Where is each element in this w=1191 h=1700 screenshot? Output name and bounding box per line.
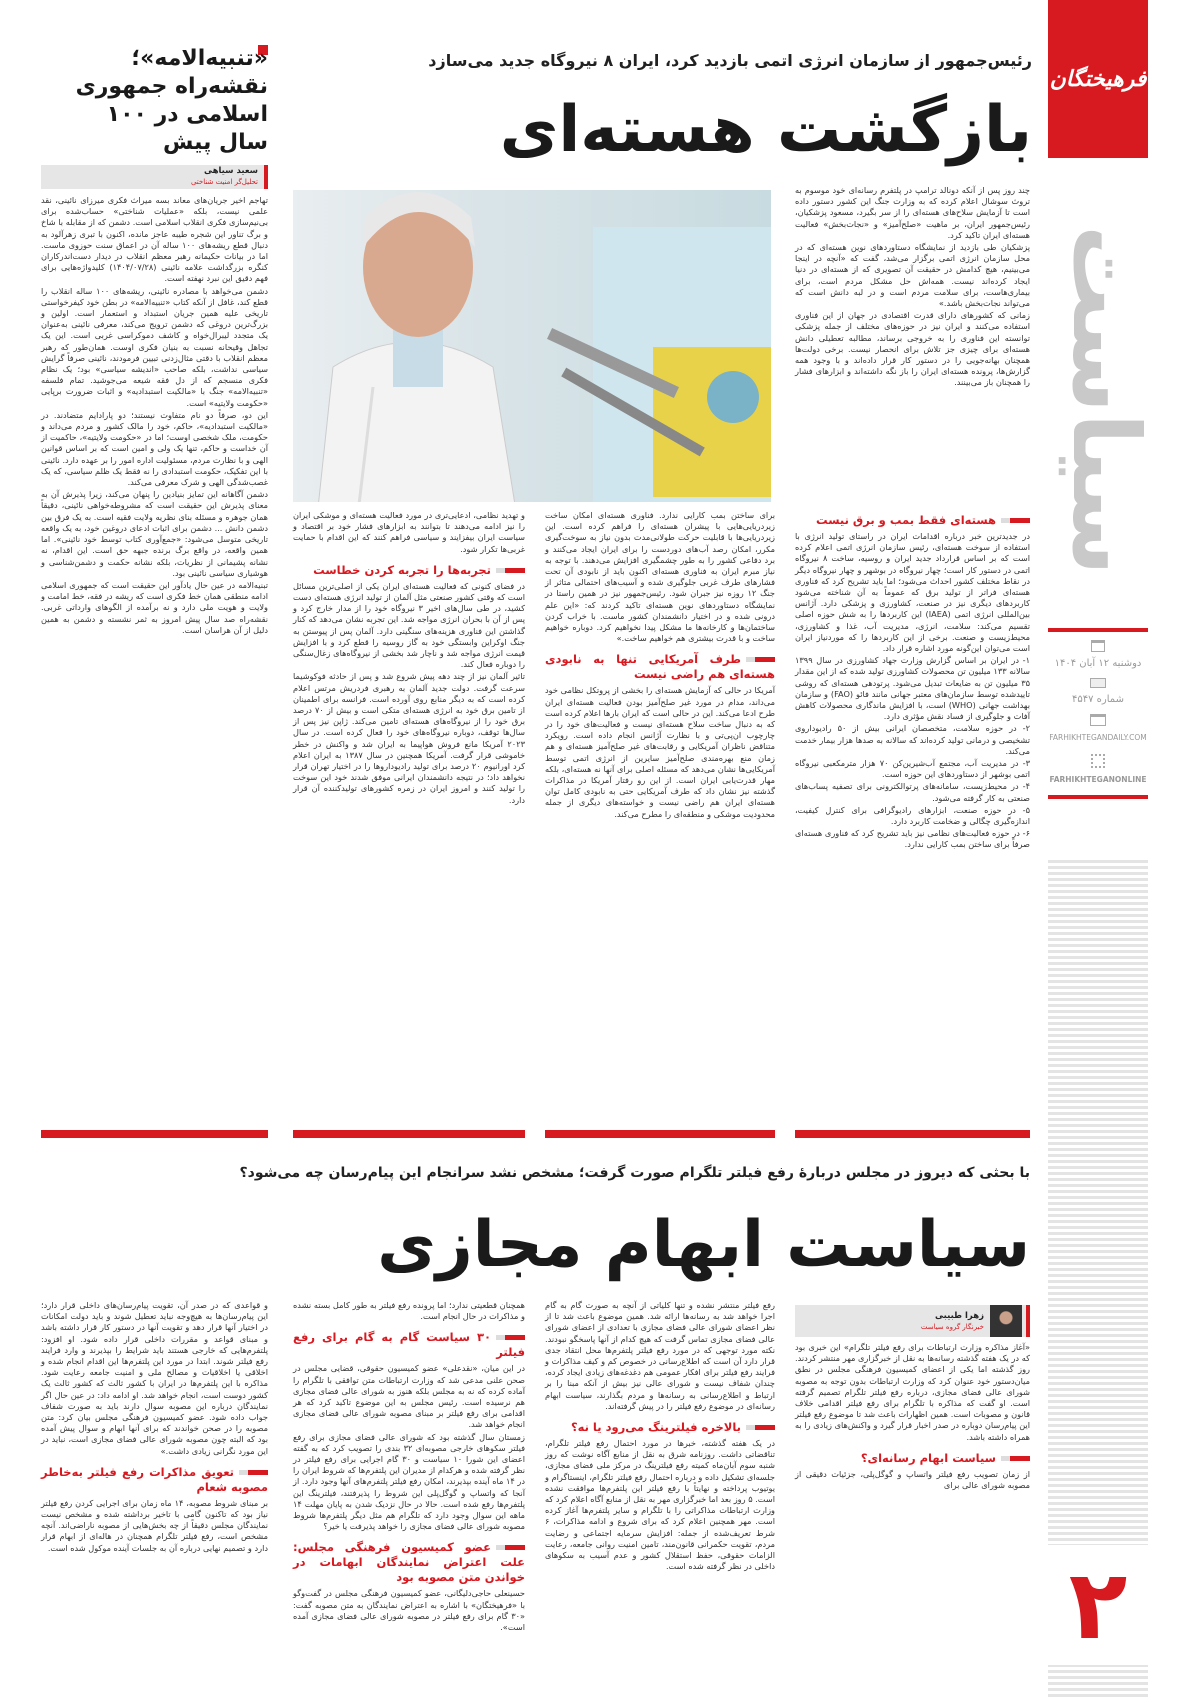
bottom-story-headline: سیاست ابهام مجازی [377,1208,1030,1282]
top-story-col-3 [545,510,775,821]
subheading: طرف آمریکایی تنها به نابودی هسته‌ای هم راضی نیست [545,652,775,682]
author-role: تحلیل‌گر امنیت شناختی [190,178,258,186]
subheading: عضو کمیسیون فرهنگی مجلس: علت اعتراض نمایندگان ابهامات در خواندن متن مصوبه بود [293,1540,525,1585]
paragraph: حسینعلی حاجی‌دلیگانی، عضو کمیسیون فرهنگی مجلس در گفت‌وگو با «فرهیختگان» با اشاره به اعتراض نمایندگان به متن مصوبه گفت: «۳۰ گام برای رفع فیلتر در مصوبه شورای عالی فضای مجازی آمده است». [293,1588,525,1633]
issue-number: شماره ۴۵۴۷ [1072,694,1124,705]
top-story-kicker: رئیس‌جمهور از سازمان انرژی اتمی بازدید کرد، ایران ۸ نیروگاه جدید می‌سازد [428,51,1032,70]
divider [795,1130,1030,1138]
issue-info [1048,640,1148,788]
issue-date: دوشنبه ۱۲ آبان ۱۴۰۴ [1054,658,1142,669]
paragraph: تبنیه‌الامه در عین حال یادآور این حقیقت است که جمهوری اسلامی ادامه منطقی همان خط فکری است که ریشه در فقه، خط امامت و ولایت و هویت ملی دارد و نه برآمده از الگوهای وارداتی غربی. نقشه‌راه صد سال پیش امروز به ثمر نشسته و دشمن به همین دلیل از آن هراسان است. [41,579,268,635]
bottom-byline [795,1305,1030,1337]
paragraph: از زمان تصویب رفع فیلتر واتساپ و گوگل‌پلی، جزئیات دقیقی از مصوبه شورای عالی برای [795,1468,1030,1491]
paragraph: رفع فیلتر منتشر نشده و تنها کلیاتی از آنچه به صورت گام به گام اجرا خواهد شد به رسانه‌ها ارائه شد. همین موضوع باعث شد تا از نظر اعضای شورای عالی فضای مجازی با تعدادی از اعضای شورای عالی فضای مجازی تماس گرفت که هیچ کدام از آنها پاسخگو نبودند. نکته مورد توجهی که در مورد رفع فیلتر پلتفرم‌ها محل انتقاد جدی قرار دارد آن است که اطلاع‌رسانی در خصوص کم و کیف مذاکرات و فرایند رفع فیلتر برای افکار عمومی هم دغدغه‌های زیادی ایجاد کرده، چندان شفاف نیست و شورای عالی نیز بیش از آنکه مبنا را بر ارتباط و اطلاع‌رسانی به رسانه‌ها و مردم بگذارند، سیاست ابهام رسانه‌ای در موضوع رفع فیلتر را در پیش گرفته‌اند. [545,1300,775,1411]
bottom-story-col-4 [41,1300,268,1555]
paragraph: دشمن می‌خواهد با مصادره نائینی، ریشه‌های ۱۰۰ ساله انقلاب را قطع کند، غافل از آنکه کتاب «تنبیه‌الامه» در بطن خود کیفرخواستی تاریخی علیه همین جریان استبداد و استعمار است. اولین و بزرگ‌ترین دروغی که دشمن ترویج می‌کند، معرفی نائینی به‌عنوان یک متجدد لیبرال‌خواه و کاشف دموکراسی غربی است. این یک تجاهل وقیحانه نسبت به بنیان فکری اوست. همان‌طور که رهبر معظم انقلاب با دقتی مثال‌زدنی تبیین فرمودند، نائینی صرفاً گرایش سیاسی نداشت، بلکه صاحب «اندیشه سیاسی» بود؛ یک نظام فکری منسجم که از دل فقه شیعه می‌جوشید. تمام فلسفه «تنبیه‌الامه» جنگ با «مالکیت استبدادیه» و اثبات ضرورت برپایی «حکومت ولایتیه» است. [41,285,268,408]
issue-number-icon [1090,678,1106,688]
bottom-story-col-1 [795,1342,1030,1492]
paragraph: برای ساختن بمب کارایی ندارد. فناوری هسته‌ای امکان ساخت زیردریایی‌هایی با پیشران هسته‌ای را فراهم کرده است. این زیردریایی‌ها با قابلیت حرکت طولانی‌مدت بدون نیاز به سوخت‌گیری مکرر، امکان رصد آب‌های دوردست را برای ایران ایجاد می‌کنند و برد دفاعی کشور را به طور چشمگیری افزایش می‌دهند. با توجه به نیاز مبرم ایران به فناوری هسته‌ای اکنون باید از نابودی آن تحت فشارهای طرف غربی جلوگیری شده و آسیب‌های احتمالی متاثر از جنگ ۱۲ روزه نیز جبران شود. رئیس‌جمهور نیز در همین راستا در نمایشگاه دستاوردهای نوین هسته‌ای تاکید کردند که: «این علم درونی شده و در اختیار دانشمندان کشور ماست. با خراب کردن ساختمان‌ها و کارخانه‌ها ما مشکل پیدا نخواهیم کرد. دوباره خواهیم ساخت و با قدرت بیشتری هم خواهیم ساخت.» [545,510,775,644]
paragraph: و قواعدی که در صدر آن، تقویت پیام‌رسان‌های داخلی قرار دارد؛ این پیام‌رسان‌ها به هیچ‌وجه نباید تعطیل شوند و باید دولت امکانات در اختیار آنها قرار دهد و تقویت آنها در دستور کار قرار داشته باشد و مبنای قواعد و مقررات داخلی قرار داده شود. او افزود: پلتفرم‌هایی که خارجی هستند باید شرایط را بپذیرند و وارد فرایند رفع فیلتر شوند. ابتدا در مورد این پلتفرم‌ها این اقدام انجام شده و اخلاقی یا اخلاقیات و مصالح ملی و امنیت جامعه رعایت شود. مذاکره با این پلتفرم‌ها در ایران با کشور ثالث که کشور ثالث یک کشور دوست است، انجام خواهد شد. او ادامه داد: در عین حال اگر نمایندگان درباره این مصوبه سوال دارند باید به صورت شفاف جواب داده شود. عضو کمیسیون فرهنگی مجلس بیان کرد: متن مصوبه را در صحن خواندند که برای آنها ابهام و سوال پیش آمده بود که البته چون مصوبه شورای عالی فضای مجازی است، نباید در این مورد نگرانی زیادی داشت.» [41,1300,268,1456]
bottom-story-kicker: با بحثی که دیروز در مجلس دربارهٔ رفع فیلتر تلگرام صورت گرفت؛ مشخص نشد سرانجام این پیام‌رسان چه می‌شود؟ [239,1165,1030,1181]
paragraph: در یک هفته گذشته، خبرها در مورد احتمال رفع فیلتر تلگرام، تناقضاتی داشت. روزنامه شرق به نقل از منابع آگاه نوشت که روز شنبه سوم آبان‌ماه کمیته رفع فیلترینگ در مرکز ملی فضای مجازی، جلسه‌ای تشکیل داده و درباره احتمال رفع فیلتر تلگرام، اینستاگرام و یوتیوب پرداخته و نهایتاً با رفع فیلتر این پلتفرم‌ها موافقت نشده است. ۵ روز بعد اما خبرگزاری مهر به نقل از منابع آگاه اعلام کرد که وزارت ارتباطات مذاکراتی را با تلگرام و سایر پلتفرم‌ها آغاز کرده است. مهر همچنین اعلام کرد که برای شروع و ادامه مذاکرات، ۶ شرط تعریف‌شده از جمله: افزایش سرمایه اجتماعی و رضایت مردم، تقویت حکمرانی قانون‌مند، تامین امنیت روانی جامعه، رعایت الزامات حقوقی، حفظ استقلال کشور و عدم آسیب به سکوهای داخلی در نظر گرفته شده است. [545,1438,775,1572]
paragraph: آمریکا در حالی که آزمایش هسته‌ای را بخشی از پروتکل نظامی خود می‌داند، مدام در مورد غیر صلح‌آمیز بودن فعالیت هسته‌ای ایران طرح ادعا می‌کند. این در حالی است که ایران بارها اعلام کرده است که به دنبال ساخت سلاح هسته‌ای نیست و فعالیت‌های خود را در چارچوب ان‌پی‌تی و با نظارت آژانس انجام داده است. رویکرد متناقض ناظران آمریکایی و رقابت‌های غیر صلح‌آمیز هسته‌ای و هم زمان منع بهره‌مندی صلح‌آمیز سایرین از انرژی اتمی توسط آمریکایی‌ها نشان می‌دهد که مسئله اصلی برای آنها نه هسته‌ای، بلکه مهار قدرت‌یابی ایران است. از این رو رفتار آمریکا در مذاکرات گذشته نیز نشان داد که طرف آمریکایی حتی به نابودی کامل توان هسته‌ای ایران هم راضی نیست و خواسته‌های دیگری از جمله محدودیت موشکی و منطقه‌ای را مطرح می‌کند. [545,685,775,819]
paragraph: «آغاز مذاکره وزارت ارتباطات برای رفع فیلتر تلگرام» این خبری بود که در یک هفته گذشته رسانه‌ها به نقل از خبرگزاری مهر منتشر کردند. روز گذشته اما یکی از اعضای کمیسیون فرهنگی مجلس در نطق میان‌دستور خود عنوان کرد که وزارت ارتباطات بدون توجه به مصوبه شورای عالی فضای مجازی، درباره رفع فیلتر تلگرام تصمیم گرفته است. او گفت که مذاکره با تلگرام برای رفع فیلتر اقدامی خلاف قانون و مصوبات است. همین اظهارات باعث شد تا موضوع رفع فیلتر این پیام‌رسان دوباره در صدر اخبار قرار گیرد و واکنش‌های زیادی را به همراه داشته باشد. [795,1342,1030,1442]
paragraph: دشمن آگاهانه این تمایز بنیادین را پنهان می‌کند، زیرا پذیرش آن به معنای پذیرش این حقیقت است که مشروطه‌خواهی نائینی، دقیقاً همان جوهره و مسئله بنای نظریه ولایت فقیه است. به یک فرق بین دشمن دانش ... دشمن برای اثبات ادعای دروغین خود، به یک واقعه تاریخی متوسل می‌شود: «جمع‌آوری کتاب توسط خود نائینی». اما همین واقعه، در واقع برگ برنده جبهه حق است. این اقدام، نه نشانه پشیمانی از نظریات، بلکه نشانه حکمت و دشمن‌شناسی و هوشیاری سیاسی نائینی بود. [41,489,268,578]
opinion-body [41,195,268,636]
top-story-headline: بازگشت هسته‌ای [499,93,1032,167]
divider [293,1130,525,1138]
page-number: ۲ [1048,1545,1148,1665]
paragraph: و تهدید نظامی، ادعایی‌تری در مورد فعالیت هسته‌ای و موشکی ایران را نیز ادامه می‌دهند تا بتوانند به ابزارهای فشار خود بر اقتصاد و سیاست ایران بیفزایند و سیاسی فراهم کنند که این اقدام با حمایت غربی‌ها تکرار شود. [293,510,525,554]
paragraph: چند روز پس از آنکه دونالد ترامپ در پلتفرم رسانه‌ای خود موسوم به تروث سوشال اعلام کرده که به وزارت جنگ این کشور دستور داده است تا آزمایش سلاح‌های هسته‌ای را از سر بگیرد، مسعود پزشکیان، رئیس‌جمهور ایران، بر ماهیت «صلح‌آمیز» و «نجات‌بخش» فعالیت هسته‌ای ایران تاکید کرد. [795,185,1030,240]
divider [545,1130,775,1138]
paragraph: زمانی که کشورهای دارای قدرت اقتصادی در جهان از این فناوری استفاده می‌کنند و ایران نیز در حوزه‌های مختلف از جمله پزشکی توانسته این فناوری را به خروجی برساند، مطالبه تعطیلی دانش هسته‌ای برای چیزی جز تلاش برای انحصار نیست. برخی دولت‌ها همچنان بهانه‌جویی را در دستور کار قرار داده‌اند و با وجود همه گزارش‌ها، پرونده هسته‌ای ایران را باز نگه داشته‌اند و ابزارهای فشار را همچنان باز می‌بینند. [795,310,1030,388]
paragraph: ۶- در حوزه فعالیت‌های نظامی نیز باید تشریح کرد که فناوری هسته‌ای صرفاً برای ساختن بمب کارایی ندارد. [795,828,1030,850]
divider [1048,795,1148,799]
bottom-story-col-2 [545,1300,775,1573]
top-story-photo [293,190,771,502]
top-story-col-2 [795,505,1030,852]
subheading: سیاست ابهام رسانه‌ای؟ [795,1451,1030,1466]
paragraph: در این میان، «نقدعلی» عضو کمیسیون حقوقی، قضایی مجلس در صحن علنی مدعی شد که وزارت ارتباطات متن توافقی با تلگرام را آماده کرده که نه به مجلس بلکه هنوز به شورای عالی فضای مجازی هم نرسیده است. رئیس مجلس به این موضوع تاکید کرد که هر اقدامی برای رفع فیلتر بر مبنای مصوبه شورای عالی فضای مجازی انجام خواهد شد. [293,1363,525,1430]
paragraph: پزشکیان طی بازدید از نمایشگاه دستاوردهای نوین هسته‌ای که در محل سازمان انرژی اتمی برگزار می‌شد، گفت که «آنچه در اینجا می‌بینیم، هیچ کدامش در حقیقت آن تصویری که از هسته‌ای در دنیا ایجاد کرده‌اند نیست. همه‌اش حل مشکل مردم است، برای بیماری‌هاست، برای سلامت مردم است و در لبه دانش است که می‌تواند نجات‌بخش باشد.» [795,242,1030,309]
top-story-col-4 [293,510,525,807]
author-avatar [990,1305,1022,1337]
subheading: بالاخره فیلترینگ می‌رود یا نه؟ [545,1420,775,1435]
paragraph: ۳- در مدیریت آب، مجتمع آب‌شیرین‌کن ۷۰ هزار مترمکعبی نیروگاه اتمی بوشهر از دستاوردهای این حوزه است. [795,758,1030,780]
opinion-byline [41,165,268,189]
paragraph: در فضای کنونی که فعالیت هسته‌ای ایران یکی از اصلی‌ترین مسائل است که وقتی کشور صنعتی مثل آلمان از تولید انرژی هسته‌ای دست کشید، در طی سال‌های اخیر ۳ نیروگاه خود را از مدار خارج کرد و پس از آن با بحران انرژی مواجه شد. این تجربه نشان می‌دهد که کنار گذاشتن این فناوری هزینه‌های سنگینی دارد. آلمان پس از پیوستن به جنگ اوکراین وابستگی خود به گاز روسیه را قطع کرد و با افزایش قیمت انرژی مواجه شد و ناچار شد بخشی از نیروگاه‌های زغال‌سنگی را دوباره فعال کند. [293,580,525,670]
social-handle[interactable]: FARHIKHTEGANONLINE [1049,775,1147,784]
subheading: هسته‌ای فقط بمب و برق نیست [795,513,1030,528]
section-title: سیاست [1052,224,1159,576]
subheading: ۳۰ سیاست گام به گام برای رفع فیلتر [293,1330,525,1360]
opinion-column [41,45,268,637]
website-link[interactable]: FARHIKHTEGANDAILY.COM [1049,733,1147,742]
newspaper-logo: فرهیختگان [1049,66,1147,92]
subheading: تجربه‌ها را تجربه کردن خطاست [293,563,525,578]
divider [1048,628,1148,632]
paragraph: تهاجم اخیر جریان‌های معاند بسه میراث فکری میرزای نائینی، نقد علمی نیست، بلکه «عملیات شناختی» حساب‌شده برای بی‌نیم‌سازی فکری انقلاب اسلامی است. دشمن که از مقابله با شاخ و برگ تناور این شجره طیبه عاجز مانده، اکنون با تبری زهرآلود به دنبال قطع ریشه‌های ۱۰۰ ساله آن در اعماق سنت حوزوی ماست. اما در بیانات حکیمانه رهبر معظم انقلاب در دیدار دست‌اندرکاران کنگره بزرگداشت علامه نائینی (۱۴۰۴/۰۷/۲۸) کلیدواژه‌هایی برای فهم دقیق این نبرد نهفته است. [41,195,268,284]
paragraph: تاثیر آلمان نیز از چند دهه پیش شروع شد و پس از حادثه فوکوشیما سرعت گرفت. دولت جدید آلمان به رهبری فردریش مرتس اعلام کرده است که به دیگر منابع روی آورده است. فرانسه برای اطمینان از تامین برق خود به انرژی هسته‌ای متکی است و بیش از ۷۰ درصد برق خود را از نیروگاه‌های هسته‌ای تامین می‌کند. ژاپن نیز پس از سال‌ها توقف، دوباره نیروگاه‌های خود را فعال کرده است. در سال ۲۰۲۳ آمریکا مانع فروش هواپیما به ایران شد و واکنش در خطر خاموشی قرار گرفت. آمریکا همچنین در سال ۱۳۸۷ به ایران اعلام کرد اورانیوم ۲۰ درصد برای تولید رادیوداروها را در اختیار تهران قرار نخواهد داد؛ در نتیجه دانشمندان ایرانی موفق شدند خود این سوخت را تولید کنند و امروز ایران در زمره کشورهای تولیدکننده آن قرار دارد. [293,671,526,805]
masthead-logo-box [1048,0,1148,158]
paragraph: ۵- در حوزه صنعت، ابزارهای رادیوگرافی برای کنترل کیفیت، اندازه‌گیری چگالی و ضخامت کاربرد دارد. [795,804,1030,827]
divider [41,1130,268,1138]
paragraph: در جدیدترین خبر درباره اقدامات ایران در راستای تولید انرژی با استفاده از سوخت هسته‌ای، رئیس سازمان انرژی اتمی اعلام کرده است که بر اساس قرارداد جدید ایران و روسیه، ساخت ۸ نیروگاه اتمی در دستور کار است؛ چهار نیروگاه در بوشهر و چهار نیروگاه دیگر در نقاط مختلف کشور احداث می‌شود؛ اما باید تشریح کرد که فناوری هسته‌ای فراتر از تولید برق که عموماً به آن شناخته می‌شود کاربردهای دیگری نیز در صنعت، کشاورزی و پزشکی دارد. آژانس بین‌المللی انرژی اتمی (IAEA) این کاربردها را به شش حوزه اصلی تقسیم می‌کند: سلامت، انرژی، مدیریت آب، غذا و کشاورزی، محیط‌زیست و صنعت. برخی از این کاربردها را که موردنیاز ایران است می‌توان این‌گونه مورد اشاره قرار داد. [795,531,1031,654]
calendar-icon [1091,640,1105,652]
author-name: زهرا طبیبی [935,1310,984,1321]
top-story-col-1 [795,185,1030,390]
bottom-story-col-3 [293,1300,525,1634]
opinion-headline: «تنبیه‌الامه»؛ نقشه‌راه جمهوری اسلامی در ۱۰۰ سال پیش [75,46,268,155]
paragraph: این دو، صرفاً دو نام متفاوت نیستند؛ دو پارادایم متضادند. در «مالکیت استبدادیه»، حاکم، خود را مالک کشور و مردم می‌داند و حکومت، ملک شخصی اوست؛ اما در «حکومت ولایتیه»، حاکمیت از آن خداست و حاکم، تنها یک ولی و امین است که بر اساس قوانین الهی و با نظارت مردم، مسئولیت اداره امور را بر عهده دارد. نائینی با این تفکیک، حکومت استبدادی را نه فقط یک ظلم سیاسی، که یک غصب‌شدگی الهی و شرک معرفی می‌کند. [41,409,268,488]
paragraph: همچنان قطعیتی ندارد؛ اما پرونده رفع فیلتر به طور کامل بسته نشده و مذاکرات در حال انجام است. [293,1300,525,1322]
social-icon [1091,754,1105,768]
paragraph: ۱- در ایران بر اساس گزارش وزارت جهاد کشاورزی در سال ۱۳۹۹ سالانه ۱۳۳ میلیون تن محصولات کشاورزی تولید شده که از این مقدار ۳۵ میلیون تن به ضایعات تبدیل می‌شود. پرتودهی هسته‌ای که روشی تاییدشده توسط سازمان‌های معتبر جهانی مانند فائو (FAO) و سازمان بهداشت جهانی (WHO) است، با افزایش ماندگاری محصولات کاهش آفات و جلوگیری از فساد نقش مؤثری دارد. [795,655,1030,722]
author-name: سعید سیاهی [203,166,258,176]
paragraph: ۴- در محیط‌زیست، سامانه‌های پرتوالکترونی برای تصفیه پساب‌های صنعتی به کار گرفته می‌شود. [795,781,1030,803]
paragraph: زمستان سال گذشته بود که شورای عالی فضای مجازی برای رفع فیلتر سکوهای خارجی مصوبه‌ای ۳۲ بندی را تصویب کرد که به گفته اعضای این شورا ۱۰ سیاست و ۳۰ گام اجرایی برای رفع فیلتر در نظر گرفته شده و هرکدام از مدیران این پلتفرم‌ها که شروط ایران را در ۱۴ ماه آینده بپذیرند، امکان رفع فیلتر پلتفرم‌های آنها وجود دارد. از آنجا که واتساپ و گوگل‌پلی این شروط را پذیرفتند، فیلترینگ این پلتفرم‌ها رفع شده است. حالا در حال نزدیک شدن به پایان مهلت ۱۴ ماهه این سوال وجود دارد که تلگرام هم مثل دیگر پلتفرم‌ها شروط مصوبه شورای عالی فضای مجازی را خواهد پذیرفت یا خیر؟ [293,1431,526,1532]
photo-president-lab [293,190,771,502]
subheading: تعویق مذاکرات رفع فیلتر به‌خاطر مصوبه شعام [41,1464,268,1494]
author-role: خبرنگار گروه سیاست [920,1322,984,1331]
website-icon [1090,714,1106,726]
paragraph: بر مبنای شروط مصوبه، ۱۴ ماه زمان برای اجرایی کردن رفع فیلتر نیاز بود که تاکنون گامی با تاخیر برداشته شده و مشخص نیست نمایندگان مجلس دقیقاً از چه بخش‌هایی از مصوبه ناراضی‌اند. آنچه مشخص است، رفع فیلتر تلگرام همچنان در هاله‌ای از ابهام قرار دارد و تصمیم نهایی درباره آن به جلسات آینده موکول شده است. [41,1497,268,1553]
paragraph: ۲- در حوزه سلامت، متخصصان ایرانی بیش از ۵۰ رادیوداروی تشخیصی و درمانی تولید کرده‌اند که سالانه به صدها هزار بیمار خدمت می‌کند. [795,723,1030,756]
